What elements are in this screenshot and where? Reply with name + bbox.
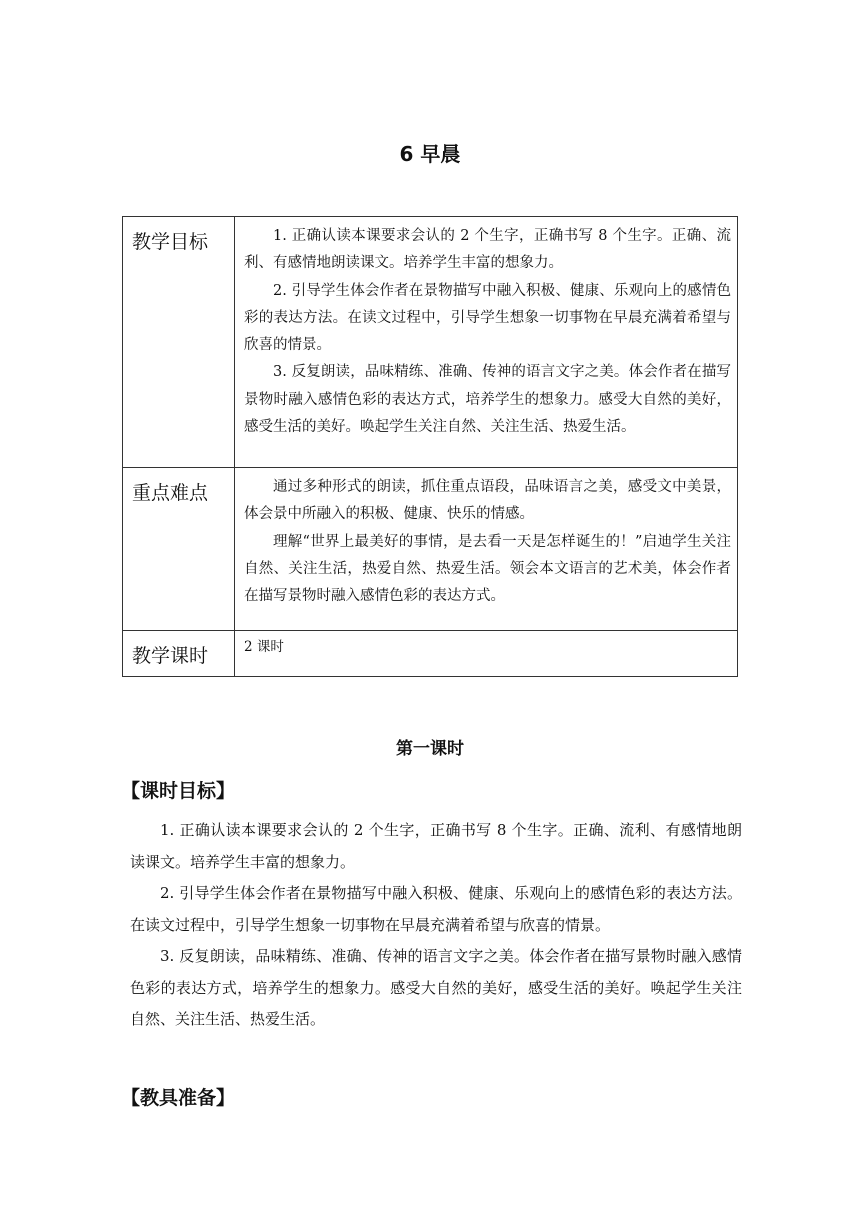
objectives-heading: 【课时目标】 — [121, 780, 236, 802]
row-label: 教学目标 — [123, 217, 235, 468]
row-label: 教学课时 — [123, 631, 235, 677]
row-content — [235, 631, 738, 677]
row-label: 重点难点 — [123, 468, 235, 631]
tools-heading: 【教具准备】 — [121, 1087, 236, 1109]
objectives-body — [130, 815, 742, 1036]
key-point-paragraph: 理解“世界上最美好的事情，是去看一天是怎样诞生的！”启迪学生关注自然、关注生活，热爱自然、热爱生活。领会本文语言的艺术美，体会作者在描写景物时融入感情色彩的表达方式。 — [244, 533, 731, 605]
goal-paragraph: 3. 反复朗读，品味精练、准确、传神的语言文字之美。体会作者在描写景物时融入感情色彩的表达方式，培养学生的想象力。感受大自然的美好，感受生活的美好。唤起学生关注自然、关注生活、热爱生活。 — [244, 364, 731, 436]
objective-paragraph: 2. 引导学生体会作者在景物描写中融入积极、健康、乐观向上的感情色彩的表达方法。在读文过程中，引导学生想象一切事物在早晨充满着希望与欣喜的情景。 — [130, 884, 742, 934]
document-title: 6 早晨 — [399, 142, 461, 166]
table-row — [123, 631, 738, 677]
goal-paragraph: 1. 正确认读本课要求会认的 2 个生字，正确书写 8 个生字。正确、流利、有感情地朗读课文。培养学生丰富的想象力。 — [244, 228, 731, 272]
section-title: 第一课时 — [396, 739, 464, 759]
objective-paragraph: 3. 反复朗读，品味精练、准确、传神的语言文字之美。体会作者在描写景物时融入感情色彩的表达方式，培养学生的想象力。感受大自然的美好，感受生活的美好。唤起学生关注自然、关注生活、热爱生活。 — [130, 947, 742, 1028]
goal-paragraph: 2. 引导学生体会作者在景物描写中融入积极、健康、乐观向上的感情色彩的表达方法。在读文过程中，引导学生想象一切事物在早晨充满着希望与欣喜的情景。 — [244, 282, 731, 354]
lesson-hours-value: 2 课时 — [244, 639, 284, 655]
row-content — [235, 217, 738, 468]
lesson-plan-table — [122, 216, 738, 677]
table-row — [123, 217, 738, 468]
row-content — [235, 468, 738, 631]
objective-paragraph: 1. 正确认读本课要求会认的 2 个生字，正确书写 8 个生字。正确、流利、有感情地朗读课文。培养学生丰富的想象力。 — [130, 821, 742, 871]
table-row — [123, 468, 738, 631]
key-point-paragraph: 通过多种形式的朗读，抓住重点语段，品味语言之美，感受文中美景，体会景中所融入的积极、健康、快乐的情感。 — [244, 479, 731, 523]
